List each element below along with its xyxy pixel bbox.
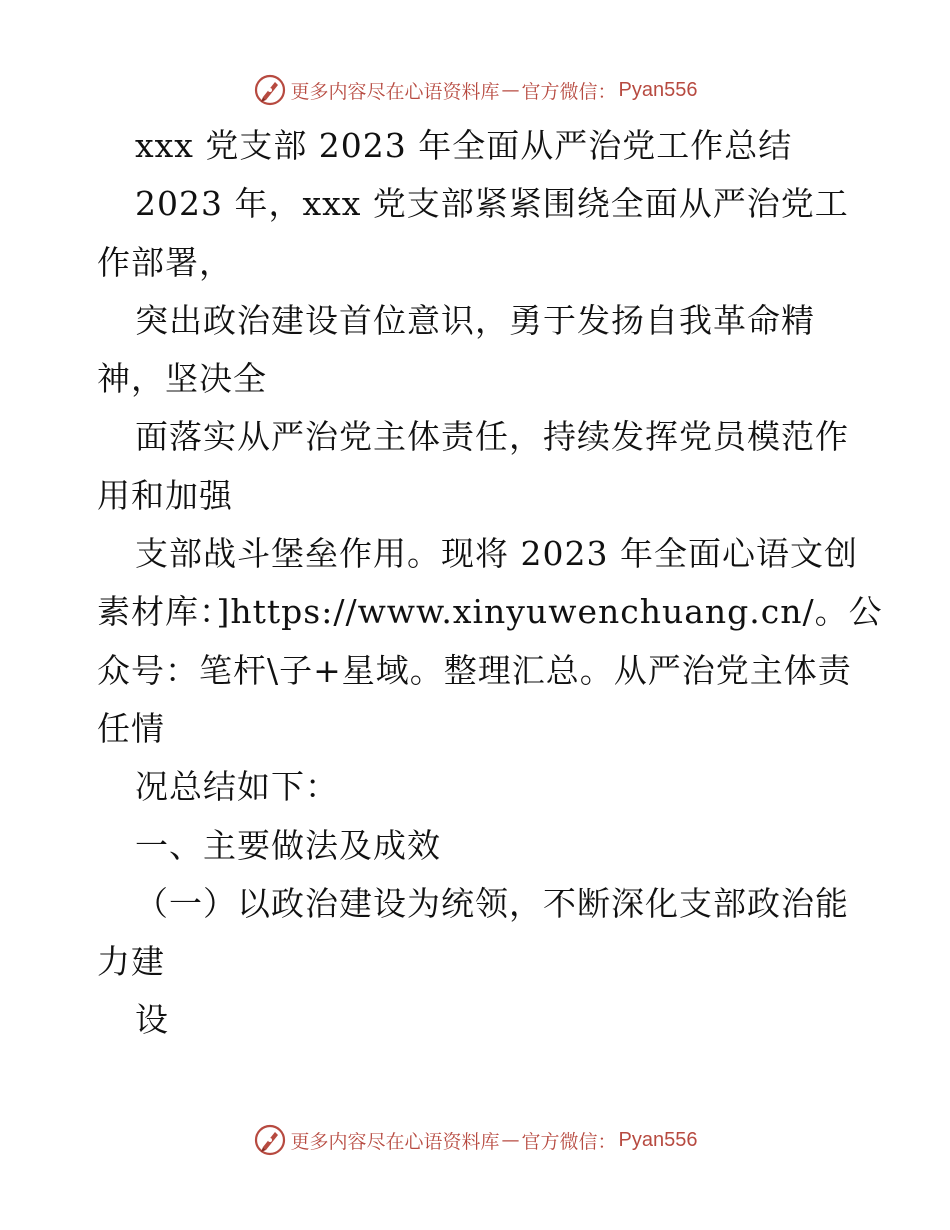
paragraph-line: 力建 <box>97 942 165 982</box>
section-heading: 一、主要做法及成效 <box>135 825 441 865</box>
paragraph-line: 素材库：]https://www.xinyuwenchuang.cn/。公 <box>97 592 883 632</box>
paragraph-line: 2023 年，xxx 党支部紧紧围绕全面从严治党工 <box>135 184 849 224</box>
document-body <box>97 117 883 1050</box>
paragraph-line: 面落实从严治党主体责任，持续发挥党员模范作 <box>135 417 849 457</box>
paragraph-line: 况总结如下： <box>135 767 339 807</box>
footer-separator: — <box>501 1129 520 1151</box>
footer-brand-text: 更多内容尽在心语资料库 <box>290 1130 500 1153</box>
paragraph-line: 众号：笔杆\子+星域。整理汇总。从严治党主体责 <box>97 650 852 690</box>
header-account-id: Pyan556 <box>618 78 698 101</box>
footer-wechat-label: 官方微信： <box>521 1130 617 1153</box>
footer-watermark <box>0 1120 950 1160</box>
header-brand-text: 更多内容尽在心语资料库 <box>290 80 500 103</box>
paragraph-line: 神，坚决全 <box>97 359 267 399</box>
header-separator: — <box>501 79 520 101</box>
subsection-heading: （一）以政治建设为统领，不断深化支部政治能 <box>135 883 849 923</box>
document-title: xxx 党支部 2023 年全面从严治党工作总结 <box>135 126 793 165</box>
footer-account-id: Pyan556 <box>618 1128 698 1151</box>
header-wechat-label: 官方微信： <box>521 80 617 103</box>
paragraph-line: 用和加强 <box>97 475 233 515</box>
header-watermark <box>0 70 950 110</box>
paragraph-line: 任情 <box>97 708 165 748</box>
pen-logo-icon <box>253 1123 287 1157</box>
paragraph-line: 突出政治建设首位意识，勇于发扬自我革命精 <box>135 300 815 340</box>
pen-logo-icon <box>253 73 287 107</box>
paragraph-line: 设 <box>135 1000 169 1040</box>
paragraph-line: 作部署， <box>97 242 233 282</box>
paragraph-line: 支部战斗堡垒作用。现将 2023 年全面心语文创 <box>135 534 858 574</box>
